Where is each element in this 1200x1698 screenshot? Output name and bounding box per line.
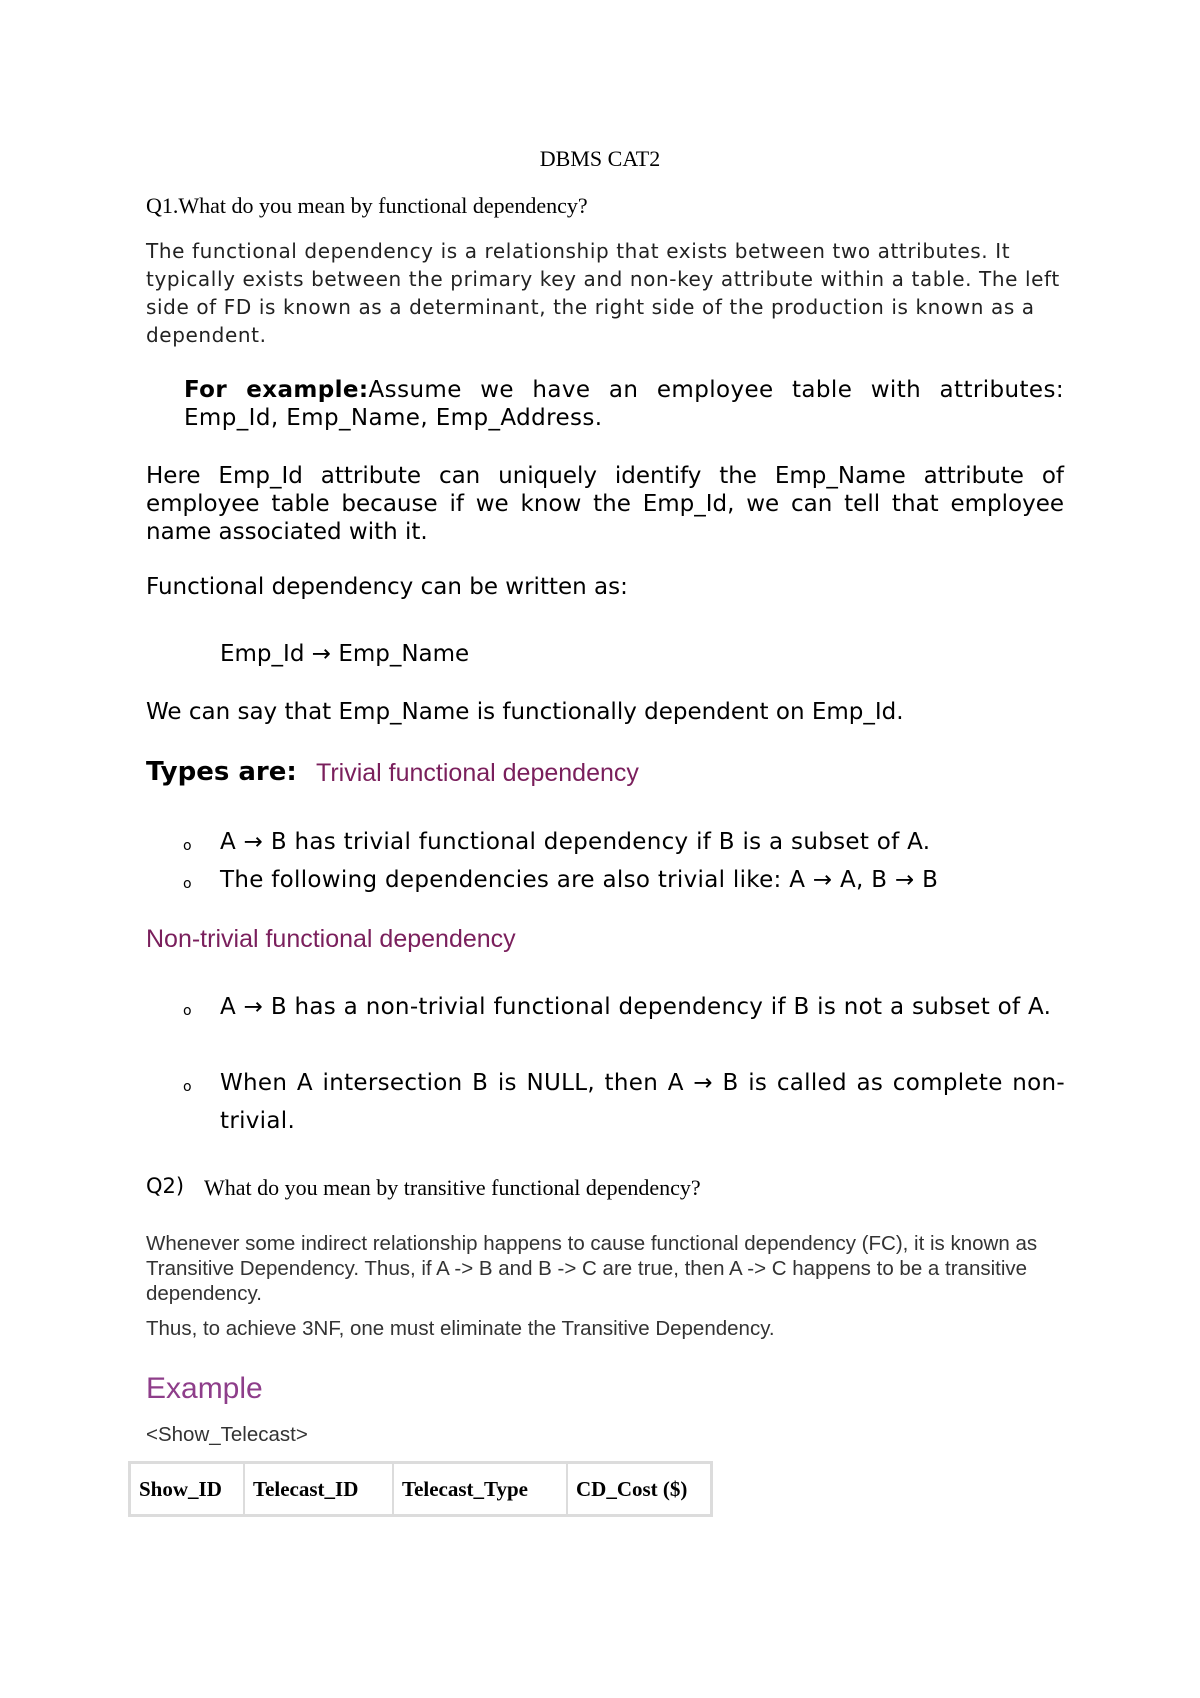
nontrivial-point: When A intersection B is NULL, then A → B is called as complete non-trivial. — [220, 1070, 1065, 1134]
q1-example-paragraph — [184, 376, 1064, 432]
q1-question: Q1.What do you mean by functional dependency? — [146, 193, 588, 218]
list-item — [183, 988, 1065, 1030]
table-caption: <Show_Telecast> — [146, 1423, 308, 1446]
q2-note: Thus, to achieve 3NF, one must eliminate the Transitive Dependency. — [146, 1317, 775, 1340]
example-text: Assume we have an employee table with attributes: Emp_Id, Emp_Name, Emp_Address. — [184, 377, 1065, 431]
show-telecast-table — [128, 1461, 713, 1517]
trivial-point: The following dependencies are also trivial like: A → A, B → B — [220, 867, 939, 893]
list-item — [183, 1064, 1065, 1140]
bullet-icon: o — [183, 1079, 192, 1095]
table-header-cell: CD_Cost ($) — [567, 1463, 712, 1516]
document-title: DBMS CAT2 — [539, 146, 661, 171]
q1-intro-paragraph: The functional dependency is a relationship that exists between two attributes. It typically exists between the primary key and non-key attribute within a table. The left side of FD is known as a determinant, the right side of the production is known as a dependent. — [146, 239, 1060, 347]
table-header-cell: Telecast_ID — [244, 1463, 393, 1516]
trivial-point: A → B has trivial functional dependency if B is a subset of A. — [220, 829, 931, 855]
example-heading: Example — [146, 1372, 263, 1405]
trivial-heading: Trivial functional dependency — [316, 759, 639, 787]
example-label: For example: — [184, 377, 369, 403]
q1-explanation-paragraph: Here Emp_Id attribute can uniquely identify the Emp_Name attribute of employee table because if we know the Emp_Id, we can tell that employee name associated with it. — [146, 463, 1064, 545]
types-label: Types are: — [146, 757, 297, 787]
bullet-icon: o — [183, 1003, 192, 1019]
q2-question: What do you mean by transitive functional dependency? — [204, 1175, 701, 1200]
q2-label: Q2) — [146, 1174, 185, 1198]
bullet-icon: o — [183, 838, 192, 854]
nontrivial-heading: Non-trivial functional dependency — [146, 925, 516, 953]
q1-written-as: Functional dependency can be written as: — [146, 574, 628, 600]
q1-conclusion: We can say that Emp_Name is functionally dependent on Emp_Id. — [146, 699, 904, 725]
table-header-cell: Telecast_Type — [393, 1463, 567, 1516]
list-item — [183, 861, 1065, 903]
list-item — [183, 823, 1065, 865]
bullet-icon: o — [183, 876, 192, 892]
q2-intro-paragraph: Whenever some indirect relationship happens to cause functional dependency (FC), it is known as Transitive Dependency. Thus, if A -> B and B -> C are true, then A -> C happens to be a transitive dependency. — [146, 1232, 1038, 1305]
nontrivial-point: A → B has a non-trivial functional dependency if B is not a subset of A. — [220, 994, 1052, 1020]
table-header-row — [130, 1463, 712, 1516]
q1-fd-example: Emp_Id → Emp_Name — [220, 641, 470, 667]
table-header-cell: Show_ID — [130, 1463, 245, 1516]
